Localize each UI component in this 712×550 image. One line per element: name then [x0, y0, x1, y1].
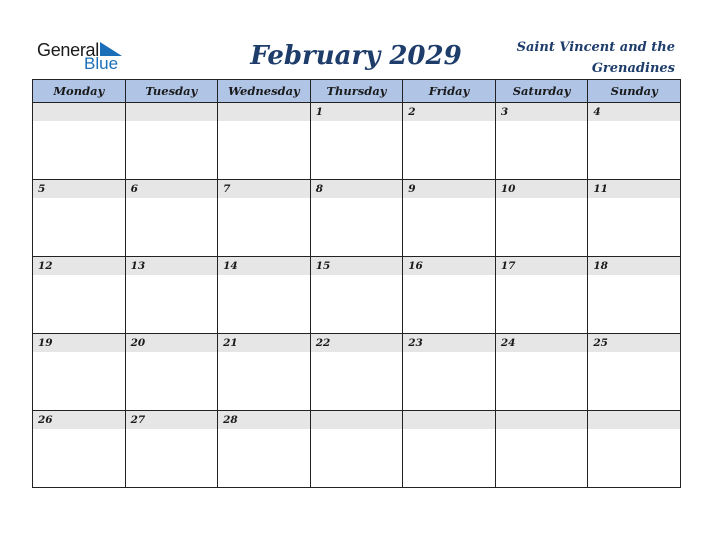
day-cell	[33, 103, 126, 180]
day-number: 1	[311, 103, 403, 121]
calendar-grid	[32, 79, 681, 488]
day-number: 27	[126, 411, 218, 429]
day-number: 8	[311, 180, 403, 198]
weekday-header: Sunday	[588, 80, 681, 103]
day-number: 22	[311, 334, 403, 352]
day-cell	[125, 257, 218, 334]
day-number: 5	[33, 180, 125, 198]
day-cell	[33, 334, 126, 411]
day-cell	[403, 334, 496, 411]
day-number: 25	[588, 334, 680, 352]
day-number: 14	[218, 257, 310, 275]
country-name: Saint Vincent and the Grenadines	[516, 40, 675, 76]
day-cell	[495, 411, 588, 488]
day-cell	[588, 180, 681, 257]
day-cell	[218, 257, 311, 334]
day-cell	[495, 257, 588, 334]
week-row	[33, 334, 681, 411]
day-number: 4	[588, 103, 680, 121]
day-number: 26	[33, 411, 125, 429]
day-number: 17	[496, 257, 588, 275]
day-number: 2	[403, 103, 495, 121]
day-number: 23	[403, 334, 495, 352]
day-number	[33, 103, 125, 121]
day-number	[126, 103, 218, 121]
day-cell	[495, 180, 588, 257]
week-row	[33, 180, 681, 257]
day-number: 24	[496, 334, 588, 352]
day-cell	[33, 257, 126, 334]
day-number	[588, 411, 680, 429]
day-number: 9	[403, 180, 495, 198]
day-cell	[403, 257, 496, 334]
day-cell	[310, 180, 403, 257]
day-cell	[218, 180, 311, 257]
day-number: 20	[126, 334, 218, 352]
day-number: 28	[218, 411, 310, 429]
weekday-header-row	[33, 80, 681, 103]
logo-text-blue: Blue	[84, 54, 119, 73]
week-row	[33, 411, 681, 488]
page-title: February 2029	[250, 41, 462, 71]
logo-text-general: General	[37, 40, 99, 60]
day-cell	[33, 411, 126, 488]
day-number: 11	[588, 180, 680, 198]
weekday-header: Tuesday	[125, 80, 218, 103]
day-cell	[218, 411, 311, 488]
day-number: 6	[126, 180, 218, 198]
day-number: 10	[496, 180, 588, 198]
week-row	[33, 257, 681, 334]
day-number: 12	[33, 257, 125, 275]
weekday-header: Wednesday	[218, 80, 311, 103]
day-cell	[588, 334, 681, 411]
day-number: 19	[33, 334, 125, 352]
day-number	[496, 411, 588, 429]
day-cell	[125, 103, 218, 180]
day-number: 3	[496, 103, 588, 121]
day-cell	[33, 180, 126, 257]
day-cell	[403, 411, 496, 488]
day-cell	[125, 411, 218, 488]
day-cell	[125, 180, 218, 257]
day-cell	[310, 257, 403, 334]
day-cell	[218, 334, 311, 411]
day-cell	[125, 334, 218, 411]
day-number: 15	[311, 257, 403, 275]
day-number: 7	[218, 180, 310, 198]
day-number: 16	[403, 257, 495, 275]
day-number	[218, 103, 310, 121]
day-number	[311, 411, 403, 429]
weekday-header: Friday	[403, 80, 496, 103]
day-cell	[310, 411, 403, 488]
day-cell	[403, 103, 496, 180]
day-cell	[588, 103, 681, 180]
day-number	[403, 411, 495, 429]
day-cell	[495, 103, 588, 180]
day-cell	[588, 411, 681, 488]
weekday-header: Thursday	[310, 80, 403, 103]
day-cell	[310, 103, 403, 180]
day-cell	[588, 257, 681, 334]
day-cell	[218, 103, 311, 180]
week-row	[33, 103, 681, 180]
day-cell	[310, 334, 403, 411]
weekday-header: Monday	[33, 80, 126, 103]
day-number: 18	[588, 257, 680, 275]
day-number: 21	[218, 334, 310, 352]
weekday-header: Saturday	[495, 80, 588, 103]
day-cell	[495, 334, 588, 411]
day-cell	[403, 180, 496, 257]
day-number: 13	[126, 257, 218, 275]
